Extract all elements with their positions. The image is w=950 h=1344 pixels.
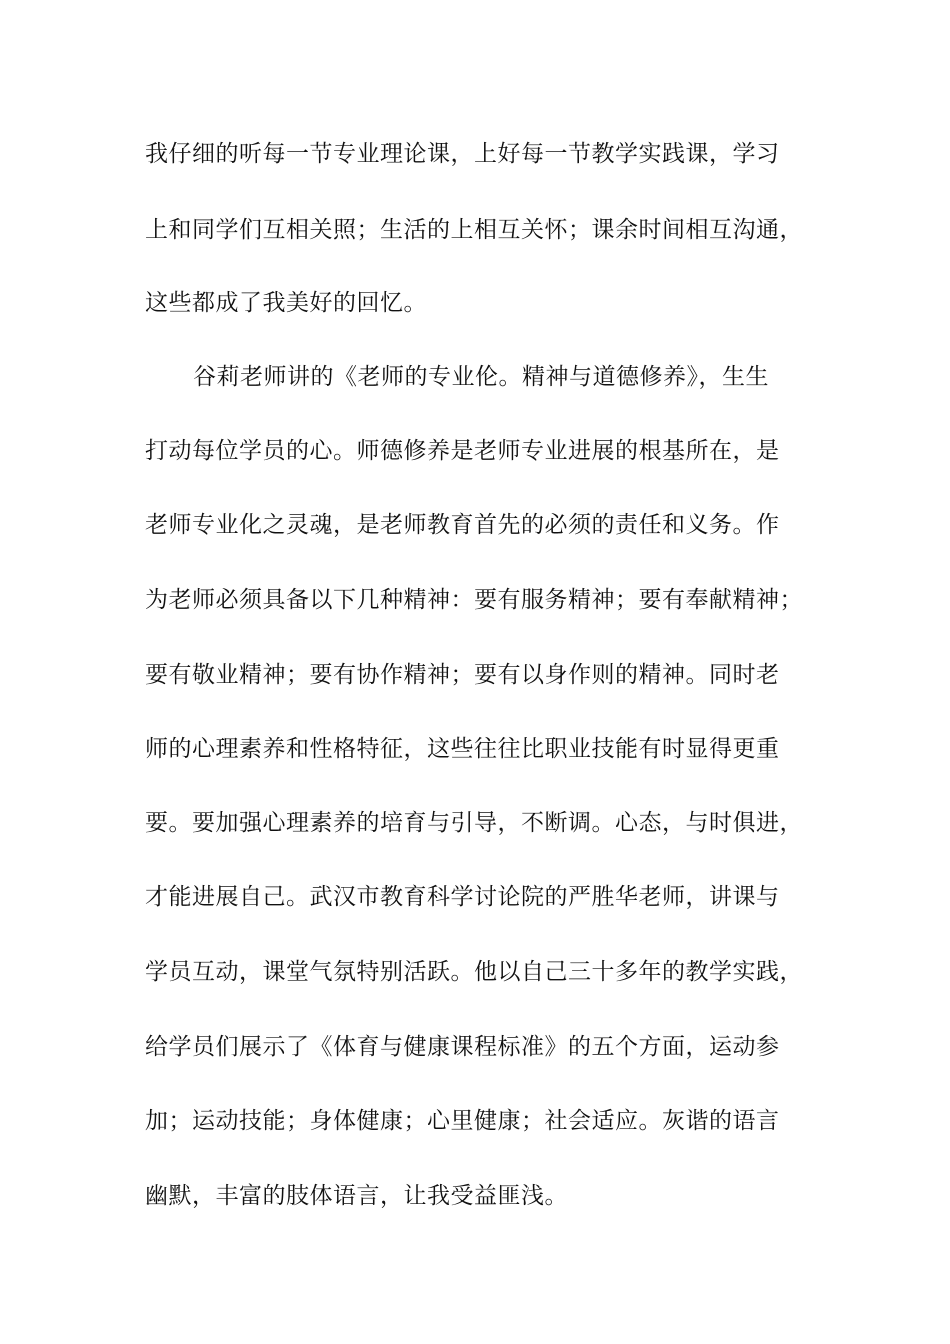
paragraph-1-line-3: 这些都成了我美好的回忆。 <box>145 290 427 316</box>
paragraph-2-line-6: 师的心理素养和性格特征，这些往往比职业技能有时显得更重 <box>145 736 780 762</box>
paragraph-2-line-9: 学员互动，课堂气氛特别活跃。他以自己三十多年的教学实践， <box>145 959 803 985</box>
paragraph-2-line-3: 老师专业化之灵魂，是老师教育首先的必须的责任和义务。作 <box>145 512 780 538</box>
paragraph-1-line-2: 上和同学们互相关照；生活的上相互关怀；课余时间相互沟通， <box>145 217 803 243</box>
paragraph-2-line-2: 打动每位学员的心。师德修养是老师专业进展的根基所在，是 <box>145 438 780 464</box>
paragraph-2-line-8: 才能进展自己。武汉市教育科学讨论院的严胜华老师，讲课与 <box>145 884 780 910</box>
paragraph-2-line-10: 给学员们展示了《体育与健康课程标准》的五个方面，运动参 <box>145 1034 780 1060</box>
paragraph-2-line-4: 为老师必须具备以下几种精神：要有服务精神；要有奉献精神； <box>145 587 803 613</box>
paragraph-2-line-5: 要有敬业精神；要有协作精神；要有以身作则的精神。同时老 <box>145 662 780 688</box>
paragraph-2-line-7: 要。要加强心理素养的培育与引导，不断调。心态，与时俱进， <box>145 810 803 836</box>
paragraph-2-line-1: 谷莉老师讲的《老师的专业伦。精神与道德修养》，生生 <box>193 364 769 390</box>
paragraph-2-line-12: 幽默，丰富的肢体语言，让我受益匪浅。 <box>145 1183 568 1209</box>
paragraph-2-line-11: 加；运动技能；身体健康；心里健康；社会适应。灰谐的语言 <box>145 1108 780 1134</box>
paragraph-1-line-1: 我仔细的听每一节专业理论课，上好每一节教学实践课，学习 <box>145 141 780 167</box>
